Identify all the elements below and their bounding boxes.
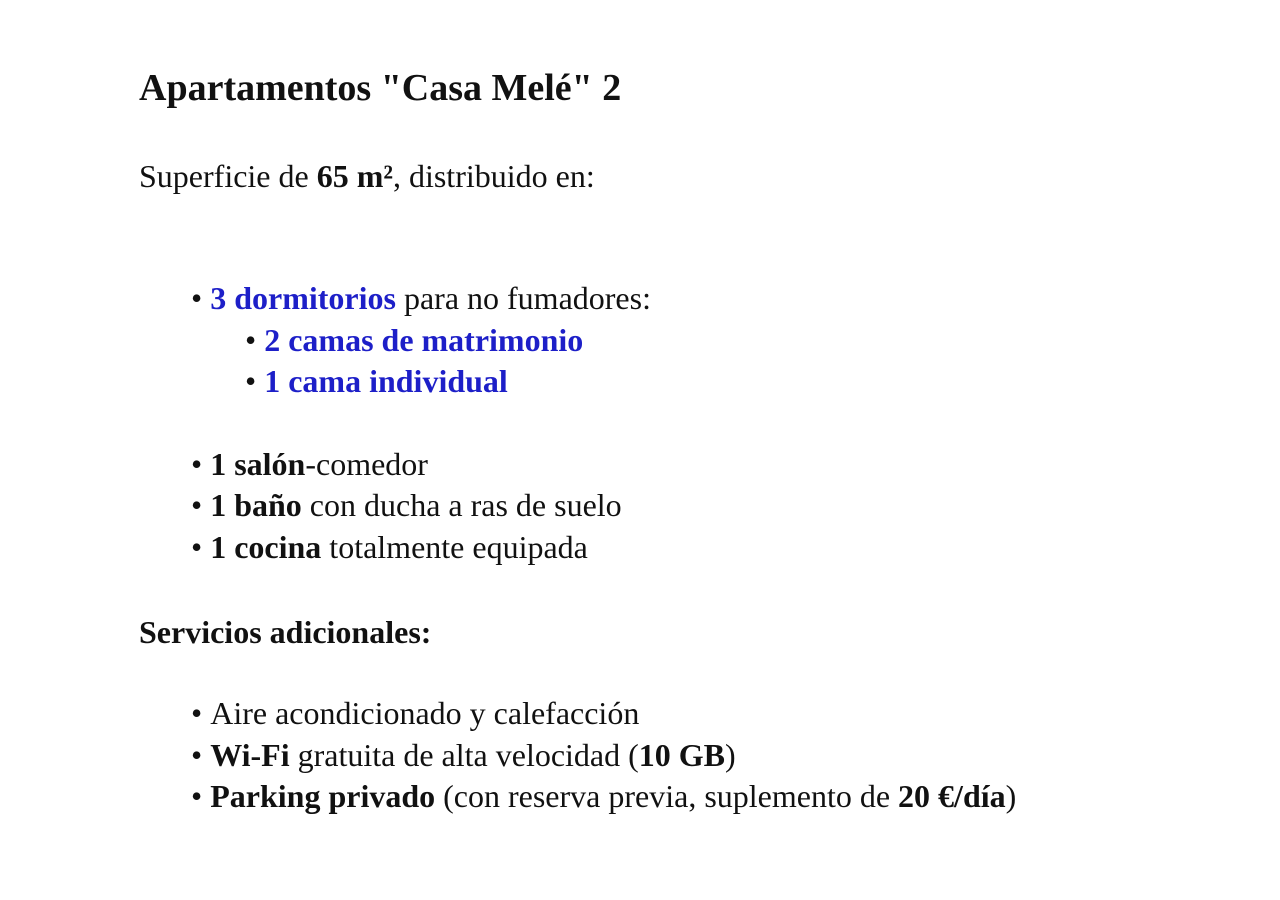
list-item-ac: [191, 693, 1016, 735]
services-heading: Servicios adicionales:: [139, 614, 432, 650]
bathroom-note: con ducha a ras de suelo: [301, 487, 622, 524]
bedrooms-count: 3 dormitorios: [210, 280, 396, 316]
rooms-list: [191, 278, 651, 569]
wifi-end: ): [725, 736, 736, 773]
wifi-data: 10 GB: [638, 736, 726, 773]
surface-intro: [139, 155, 595, 197]
wifi-desc: gratuita de alta velocidad (: [289, 736, 639, 773]
bathroom-count: 1 baño: [210, 487, 302, 524]
kitchen-note: totalmente equipada: [321, 528, 588, 565]
list-item-bedrooms: [191, 278, 651, 320]
list-item-wifi: [191, 735, 1016, 777]
list-item-single-bed: [245, 361, 651, 403]
list-item-parking: [191, 776, 1016, 818]
beds-sublist: [245, 320, 651, 403]
list-item-double-beds: [245, 320, 651, 362]
ac-text: Aire acondicionado y calefacción: [210, 695, 640, 731]
kitchen-count: 1 cocina: [210, 528, 322, 565]
single-bed: 1 cama individual: [264, 363, 508, 400]
parking-price: 20 €/día: [898, 778, 1006, 815]
intro-suffix: , distribuido en:: [392, 158, 595, 194]
wifi-label: Wi-Fi: [210, 736, 290, 773]
list-item-bathroom: [191, 485, 651, 527]
bedrooms-note: para no fumadores:: [395, 280, 651, 316]
list-item-kitchen: [191, 527, 651, 569]
living-room-count: 1 salón: [210, 445, 306, 482]
area-value: 65 m²: [316, 158, 393, 194]
beds-sublist-wrapper: [191, 320, 651, 403]
living-room-note: -comedor: [305, 445, 428, 482]
services-list: [191, 693, 1016, 818]
double-beds: 2 camas de matrimonio: [264, 321, 584, 358]
page-title: Apartamentos "Casa Melé" 2: [139, 67, 622, 109]
parking-desc: (con reserva previa, suplemento de: [435, 778, 899, 815]
intro-prefix: Superficie de: [139, 158, 317, 194]
list-item-living-room: [191, 444, 651, 486]
parking-end: ): [1005, 778, 1017, 815]
parking-label: Parking privado: [210, 778, 436, 815]
